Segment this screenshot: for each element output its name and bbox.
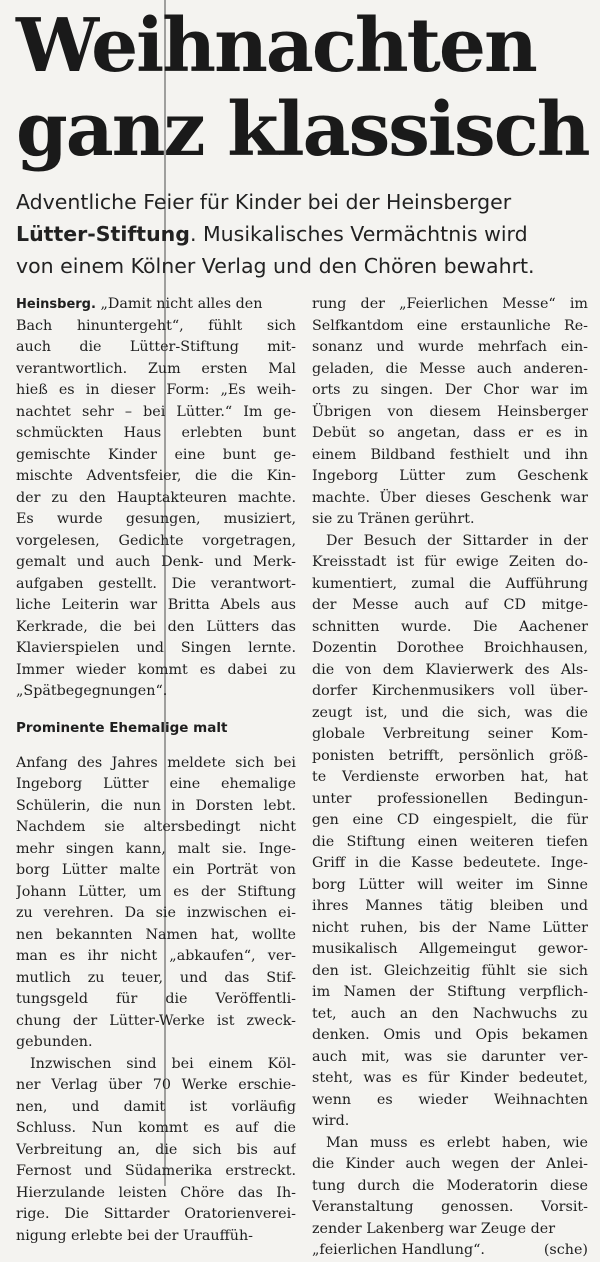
text-line: rige. Die Sittarder Oratorienverei-: [16, 1206, 296, 1222]
text-line: nachtet sehr – bei Lütter.“ Im ge-: [16, 403, 296, 420]
text-line: Immer wieder kommt es dabei zu: [16, 661, 296, 678]
text-line: gemalt und auch Denk- und Merk-: [16, 554, 296, 570]
paragraph: [16, 753, 296, 1054]
text-line: Selfkantdom eine erstaunliche Re-: [312, 317, 588, 334]
text-line: ponisten betrifft, persönlich größ-: [312, 747, 588, 764]
text-line: Debüt so angetan, dass er es in: [312, 425, 588, 441]
text-line: Griff in die Kasse bedeutete. Inge-: [312, 855, 588, 871]
paragraph: [16, 316, 296, 703]
text-line: nen, und damit ist vorläufig: [16, 1098, 296, 1115]
text-line: Ingeborg Lütter eine ehemalige: [16, 776, 296, 792]
text-line: borg Lütter malte ein Porträt von: [16, 862, 296, 878]
text-line: schnitten wurde. Die Aachener: [312, 618, 588, 635]
text-line: mutlich zu teuer, und das Stif-: [16, 969, 296, 986]
dateline: Heinsberg.: [16, 297, 96, 312]
crosshead: Prominente Ehemalige malt: [16, 719, 228, 736]
text-line: ihres Mannes tätig bleiben und: [312, 898, 588, 914]
text-line: im Namen der Stiftung verpflich-: [312, 984, 588, 1000]
text-line: die von dem Klavierwerk des Als-: [312, 661, 588, 678]
author-byline: (sche): [543, 1242, 588, 1258]
subhead-line: von einem Kölner Verlag und den Chören bewahrt.: [16, 254, 535, 278]
text-line: tung durch die Moderatorin diese: [312, 1177, 588, 1194]
text-line: Man muss es erlebt haben, wie: [326, 1134, 588, 1151]
text-line: wird.: [312, 1113, 350, 1129]
text-line: Der Besuch der Sittarder in der: [326, 532, 588, 549]
text-line: machte. Über dieses Geschenk war: [312, 489, 588, 506]
subhead-bold-name: Lütter-Stiftung: [16, 222, 190, 246]
text-line: nigung erlebte bei der Urauffüh-: [16, 1227, 254, 1244]
headline-line: ganz klassisch: [16, 87, 589, 173]
text-line: Es wurde gesungen, musiziert,: [16, 511, 296, 527]
text-line: Klavierspielen und Singen lernte.: [16, 640, 296, 656]
text-line: mischte Adventsfeier, die die Kin-: [16, 468, 296, 484]
text-line: Übrigen von diesem Heinsberger: [312, 403, 588, 420]
text-line: Schülerin, die nun in Dorsten lebt.: [16, 797, 296, 814]
subhead-line: Adventliche Feier für Kinder bei der Heinsberger: [16, 190, 512, 214]
text-line: Nachdem sie altersbedingt nicht: [16, 819, 296, 835]
text-line: [16, 294, 296, 316]
text-line: gemischte Kinder eine bunt ge-: [16, 446, 296, 463]
text-line: zu verehren. Da sie inzwischen ei-: [16, 905, 296, 921]
text-fragment: „feierlichen Handlung“.: [312, 1242, 485, 1258]
text-line: tungsgeld für die Veröffentli-: [16, 991, 296, 1007]
text-line: gebunden.: [16, 1034, 93, 1050]
text-line: dorfer Kirchenmusikers voll über-: [312, 683, 588, 699]
text-line: Inzwischen sind bei einem Köl-: [30, 1055, 296, 1072]
text-line: ner Verlag über 70 Werke erschie-: [16, 1077, 296, 1093]
text-line: auch die Lütter-Stiftung mit-: [16, 339, 296, 355]
article-column-right: [312, 294, 588, 1262]
text-line: Johann Lütter, um es der Stiftung: [16, 883, 296, 900]
article-column-left: [16, 294, 296, 1247]
text-line: liche Leiterin war Britta Abels aus: [16, 597, 296, 613]
text-line: hieß es in dieser Form: „Es weih-: [16, 382, 296, 398]
text-line: sie zu Tränen gerührt.: [312, 511, 475, 527]
text-line: borg Lütter will weiter im Sinne: [312, 876, 588, 893]
headline: [16, 4, 596, 172]
text-line: verantwortlich. Zum ersten Mal: [16, 360, 296, 377]
text-line: mehr singen kann, malt sie. Inge-: [16, 840, 296, 857]
text-line: [312, 1240, 588, 1262]
text-line: unter professionellen Bedingun-: [312, 790, 588, 807]
text-line: der zu den Hauptakteuren machte.: [16, 489, 296, 506]
text-line: gen eine CD eingespielt, die für: [312, 812, 588, 828]
text-line: vorgelesen, Gedichte vorgetragen,: [16, 532, 296, 549]
text-line: die Kinder auch wegen der Anlei-: [312, 1156, 588, 1172]
text-line: schmückten Haus erlebten bunt: [16, 425, 296, 441]
text-line: wenn es wieder Weihnachten: [312, 1091, 588, 1108]
text-line: Kreisstadt ist für ewige Zeiten do-: [312, 554, 588, 570]
text-line: globale Verbreitung seiner Kom-: [312, 726, 588, 742]
subheadline: [16, 186, 594, 282]
text-line: Hierzulande leisten Chöre das Ih-: [16, 1184, 296, 1201]
text-line: chung der Lütter-Werke ist zweck-: [16, 1012, 296, 1029]
text-line: sonanz und wurde mehrfach ein-: [312, 339, 588, 355]
text-line: den ist. Gleichzeitig fühlt sie sich: [312, 962, 588, 979]
text-line: Ingeborg Lütter zum Geschenk: [312, 468, 588, 484]
text-line: tet, auch an den Nachwuchs zu: [312, 1005, 588, 1022]
text-fragment: „Damit nicht alles den: [95, 296, 263, 312]
text-line: Fernost und Südamerika erstreckt.: [16, 1163, 296, 1179]
text-line: die Stiftung einen weiteren tiefen: [312, 833, 588, 850]
text-line: Verbreitung an, die sich bis auf: [16, 1141, 296, 1158]
text-line: aufgaben gestellt. Die verantwort-: [16, 575, 296, 592]
text-line: Dozentin Dorothee Broichhausen,: [312, 640, 588, 656]
text-line: steht, was es für Kinder bedeutet,: [312, 1070, 588, 1086]
text-line: man es ihr nicht „abkaufen“, ver-: [16, 948, 296, 964]
subhead-text: . Musikalisches Vermächtnis wird: [189, 222, 528, 246]
paragraph: [312, 294, 588, 531]
text-line: geladen, die Messe auch anderen-: [312, 360, 588, 377]
text-line: nicht ruhen, bis der Name Lütter: [312, 919, 588, 936]
text-line: orts zu singen. Der Chor war im: [312, 382, 588, 398]
text-line: rung der „Feierlichen Messe“ im: [312, 296, 588, 312]
paragraph: [312, 531, 588, 1133]
text-line: zeugt ist, und die sich, was die: [312, 704, 588, 721]
paragraph: [16, 1054, 296, 1248]
text-line: Bach hinuntergeht“, fühlt sich: [16, 317, 296, 334]
text-line: einem Bildband festhielt und ihn: [312, 446, 588, 463]
text-line: der Messe auch auf CD mitge-: [312, 597, 588, 613]
text-line: musikalisch Allgemeingut gewor-: [312, 941, 588, 957]
text-line: „Spätbegegnungen“.: [16, 683, 168, 699]
text-line: Anfang des Jahres meldete sich bei: [16, 754, 296, 771]
text-line: Veranstaltung genossen. Vorsit-: [312, 1199, 588, 1215]
text-line: nen bekannten Namen hat, wollte: [16, 926, 296, 943]
text-line: denken. Omis und Opis bekamen: [312, 1027, 588, 1043]
text-line: Kerkrade, die bei den Lütters das: [16, 618, 296, 635]
text-line: Schluss. Nun kommt es auf die: [16, 1120, 296, 1136]
text-line: zender Lakenberg war Zeuge der: [312, 1220, 556, 1237]
text-line: auch mit, was sie darunter ver-: [312, 1048, 588, 1065]
text-line: te Verdienste erworben hat, hat: [312, 769, 588, 785]
headline-line: Weihnachten: [16, 3, 536, 89]
text-line: kumentiert, zumal die Aufführung: [312, 575, 588, 592]
paragraph: [312, 1133, 588, 1241]
subhead-line: [16, 218, 594, 250]
